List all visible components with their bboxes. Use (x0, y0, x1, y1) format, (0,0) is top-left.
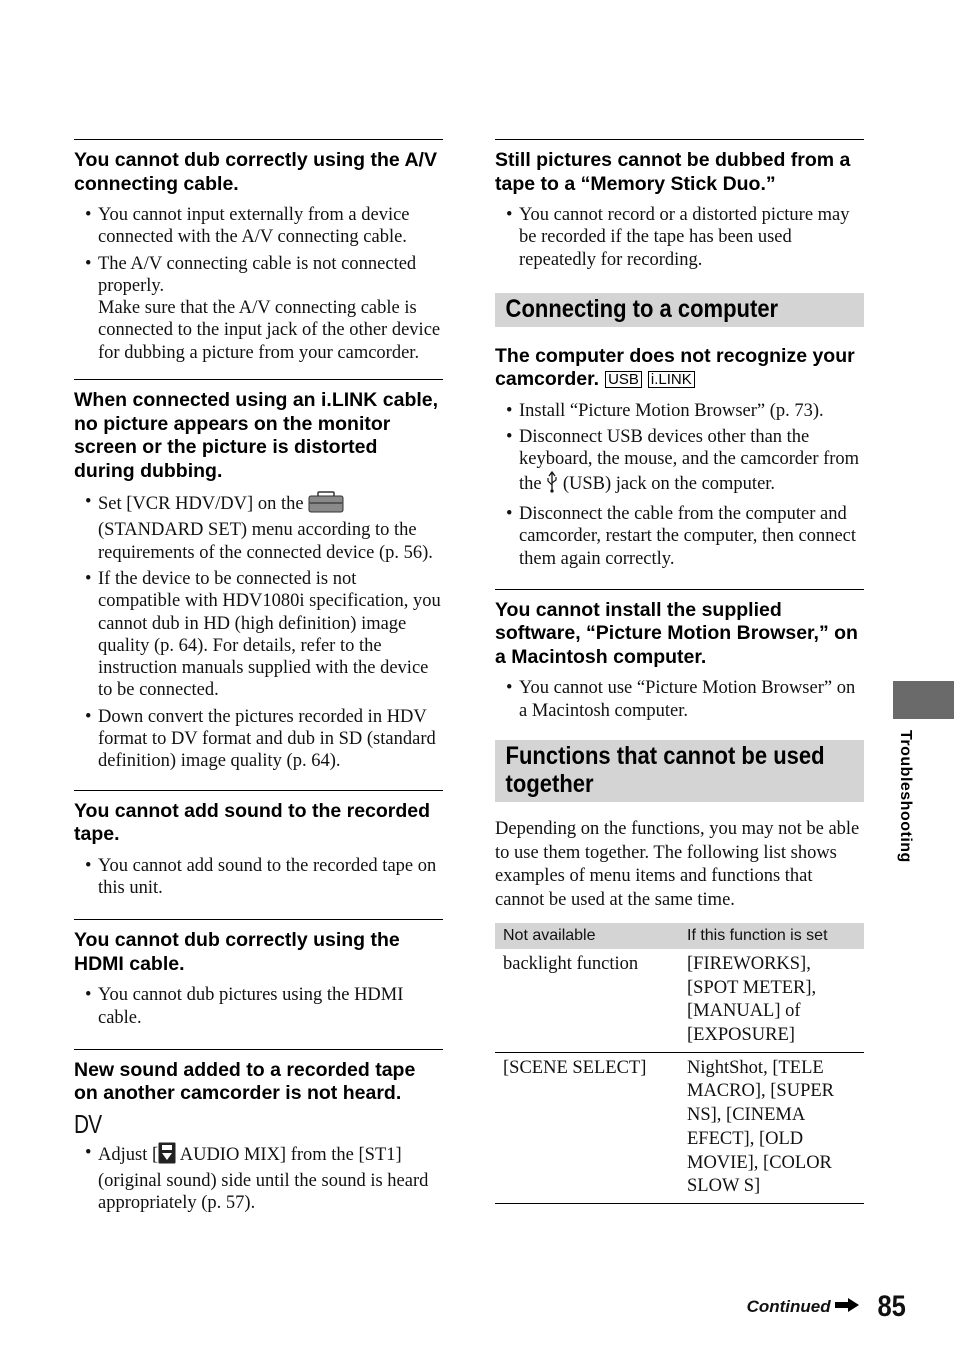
section-av-cable (74, 139, 443, 364)
usb-tag: USB (605, 371, 642, 388)
section-heading: You cannot add sound to the recorded tape. (74, 799, 431, 846)
bullet-item (495, 426, 864, 499)
left-column (74, 139, 443, 1219)
bullet-item: • Install “Picture Motion Browser” (p. 73). (495, 400, 864, 422)
right-column (495, 139, 864, 1204)
bullet-list (495, 204, 864, 271)
page-number: 85 (877, 1290, 906, 1323)
bullet-item: • Disconnect the cable from the computer and camcorder, restart the computer, then connect them again correctly. (495, 503, 864, 570)
bullet-item (74, 1142, 443, 1215)
section-band-computer (495, 293, 864, 327)
section-heading: You cannot install the supplied software, “Picture Motion Browser,” on a Macintosh computer. (495, 598, 858, 668)
section-heading: You cannot dub correctly using the HDMI cable. (74, 929, 400, 975)
table-cell: backlight function (495, 949, 679, 1052)
section-still-pictures (495, 139, 864, 271)
band-title: Connecting to a computer (495, 293, 864, 327)
intro-paragraph: Depending on the functions, you may not be able to use them together. The following list shows examples of menu items and functions that cannot be used at the same time. (495, 819, 860, 911)
table-cell: NightShot, [TELE MACRO], [SUPER NS], [CINEMA EFECT], [OLD MOVIE], [COLOR SLOW S] (679, 1052, 864, 1203)
section-new-sound (74, 1049, 443, 1215)
bullet-text: Adjust [ (98, 1144, 159, 1165)
section-macintosh (495, 589, 864, 722)
section-heading (495, 345, 864, 392)
bullet-list (74, 1142, 443, 1215)
band-title: Functions that cannot be used together (495, 740, 864, 802)
ilink-tag: i.LINK (648, 371, 695, 388)
section-heading: New sound added to a recorded tape on another camcorder is not heard. (74, 1058, 416, 1105)
table-cell: [FIREWORKS], [SPOT METER], [MANUAL] of [EXPOSURE] (679, 949, 864, 1052)
section-not-recognize (495, 345, 864, 570)
side-tab-marker (893, 681, 954, 719)
bullet-item: • You cannot dub pictures using the HDMI cable. (74, 984, 443, 1029)
bullet-item (74, 491, 443, 564)
bullet-item: • You cannot input externally from a device connected with the A/V connecting cable. (74, 204, 443, 249)
bullet-list (74, 984, 443, 1029)
functions-table (495, 923, 864, 1204)
bullet-item: • You cannot add sound to the recorded tape on this unit. (74, 855, 443, 900)
bullet-text: Set [VCR HDV/DV] on the (98, 494, 309, 515)
section-hdmi-cable (74, 919, 443, 1029)
bullet-text: (USB) jack on the computer. (558, 473, 776, 494)
bullet-text: The A/V connecting cable is not connected properly. (98, 253, 417, 296)
arrow-right-icon (835, 1298, 859, 1317)
bullet-list (74, 855, 443, 900)
bullet-item (74, 253, 443, 364)
bullet-list (495, 677, 864, 722)
bullet-text: (STANDARD SET) menu according to the requirements of the connected device (p. 56). (98, 520, 433, 563)
section-heading: Still pictures cannot be dubbed from a tape to a “Memory Stick Duo.” (495, 149, 851, 195)
dv-format-mark: DV (74, 1108, 102, 1139)
bullet-item: • If the device to be connected is not compatible with HDV1080i specification, you cannot dub in HD (high definition) image quality (p. 64). For details, refer to the instruction manuals supplied with the device to be connected. (74, 568, 443, 702)
bullet-item: • You cannot record or a distorted picture may be recorded if the tape has been used repeatedly for recording. (495, 204, 864, 271)
table-cell: [SCENE SELECT] (495, 1052, 679, 1203)
side-section-label: Troubleshooting (897, 730, 914, 863)
bullet-list (74, 204, 443, 364)
section-band-functions (495, 740, 864, 802)
bullet-note: Make sure that the A/V connecting cable is connected to the input jack of the other device for dubbing a picture from your camcorder. (98, 298, 441, 363)
audio-mix-icon (158, 1142, 176, 1170)
usb-icon (546, 471, 558, 499)
table-row (495, 949, 864, 1052)
bullet-text: AUDIO MIX] from the [ST1] (original sound) side until the sound is heard appropriately (p. 57). (98, 1144, 429, 1214)
section-heading: You cannot dub correctly using the A/V connecting cable. (74, 149, 437, 195)
bullet-item: • Down convert the pictures recorded in HDV format to DV format and dub in SD (standard definition) image quality (p. 64). (74, 706, 443, 773)
section-heading: When connected using an i.LINK cable, no picture appears on the monitor screen or the picture is distorted during dubbing. (74, 389, 439, 482)
section-ilink-cable (74, 379, 443, 773)
table-header-row (495, 923, 864, 949)
bullet-item: • You cannot use “Picture Motion Browser” on a Macintosh computer. (495, 677, 864, 722)
bullet-list (495, 400, 864, 570)
toolbox-icon (308, 491, 344, 519)
table-row (495, 1052, 864, 1203)
page-footer (747, 1290, 908, 1324)
section-add-sound (74, 790, 443, 900)
heading-text: The computer does not recognize your camcorder. (495, 344, 855, 391)
continued-label: Continued (746, 1297, 831, 1316)
bullet-text: Disconnect USB devices other than the keyboard, the mouse, and the camcorder from the (519, 427, 860, 494)
table-header-cell: Not available (495, 923, 679, 949)
table-header-cell: If this function is set (679, 923, 864, 949)
bullet-list (74, 491, 443, 773)
